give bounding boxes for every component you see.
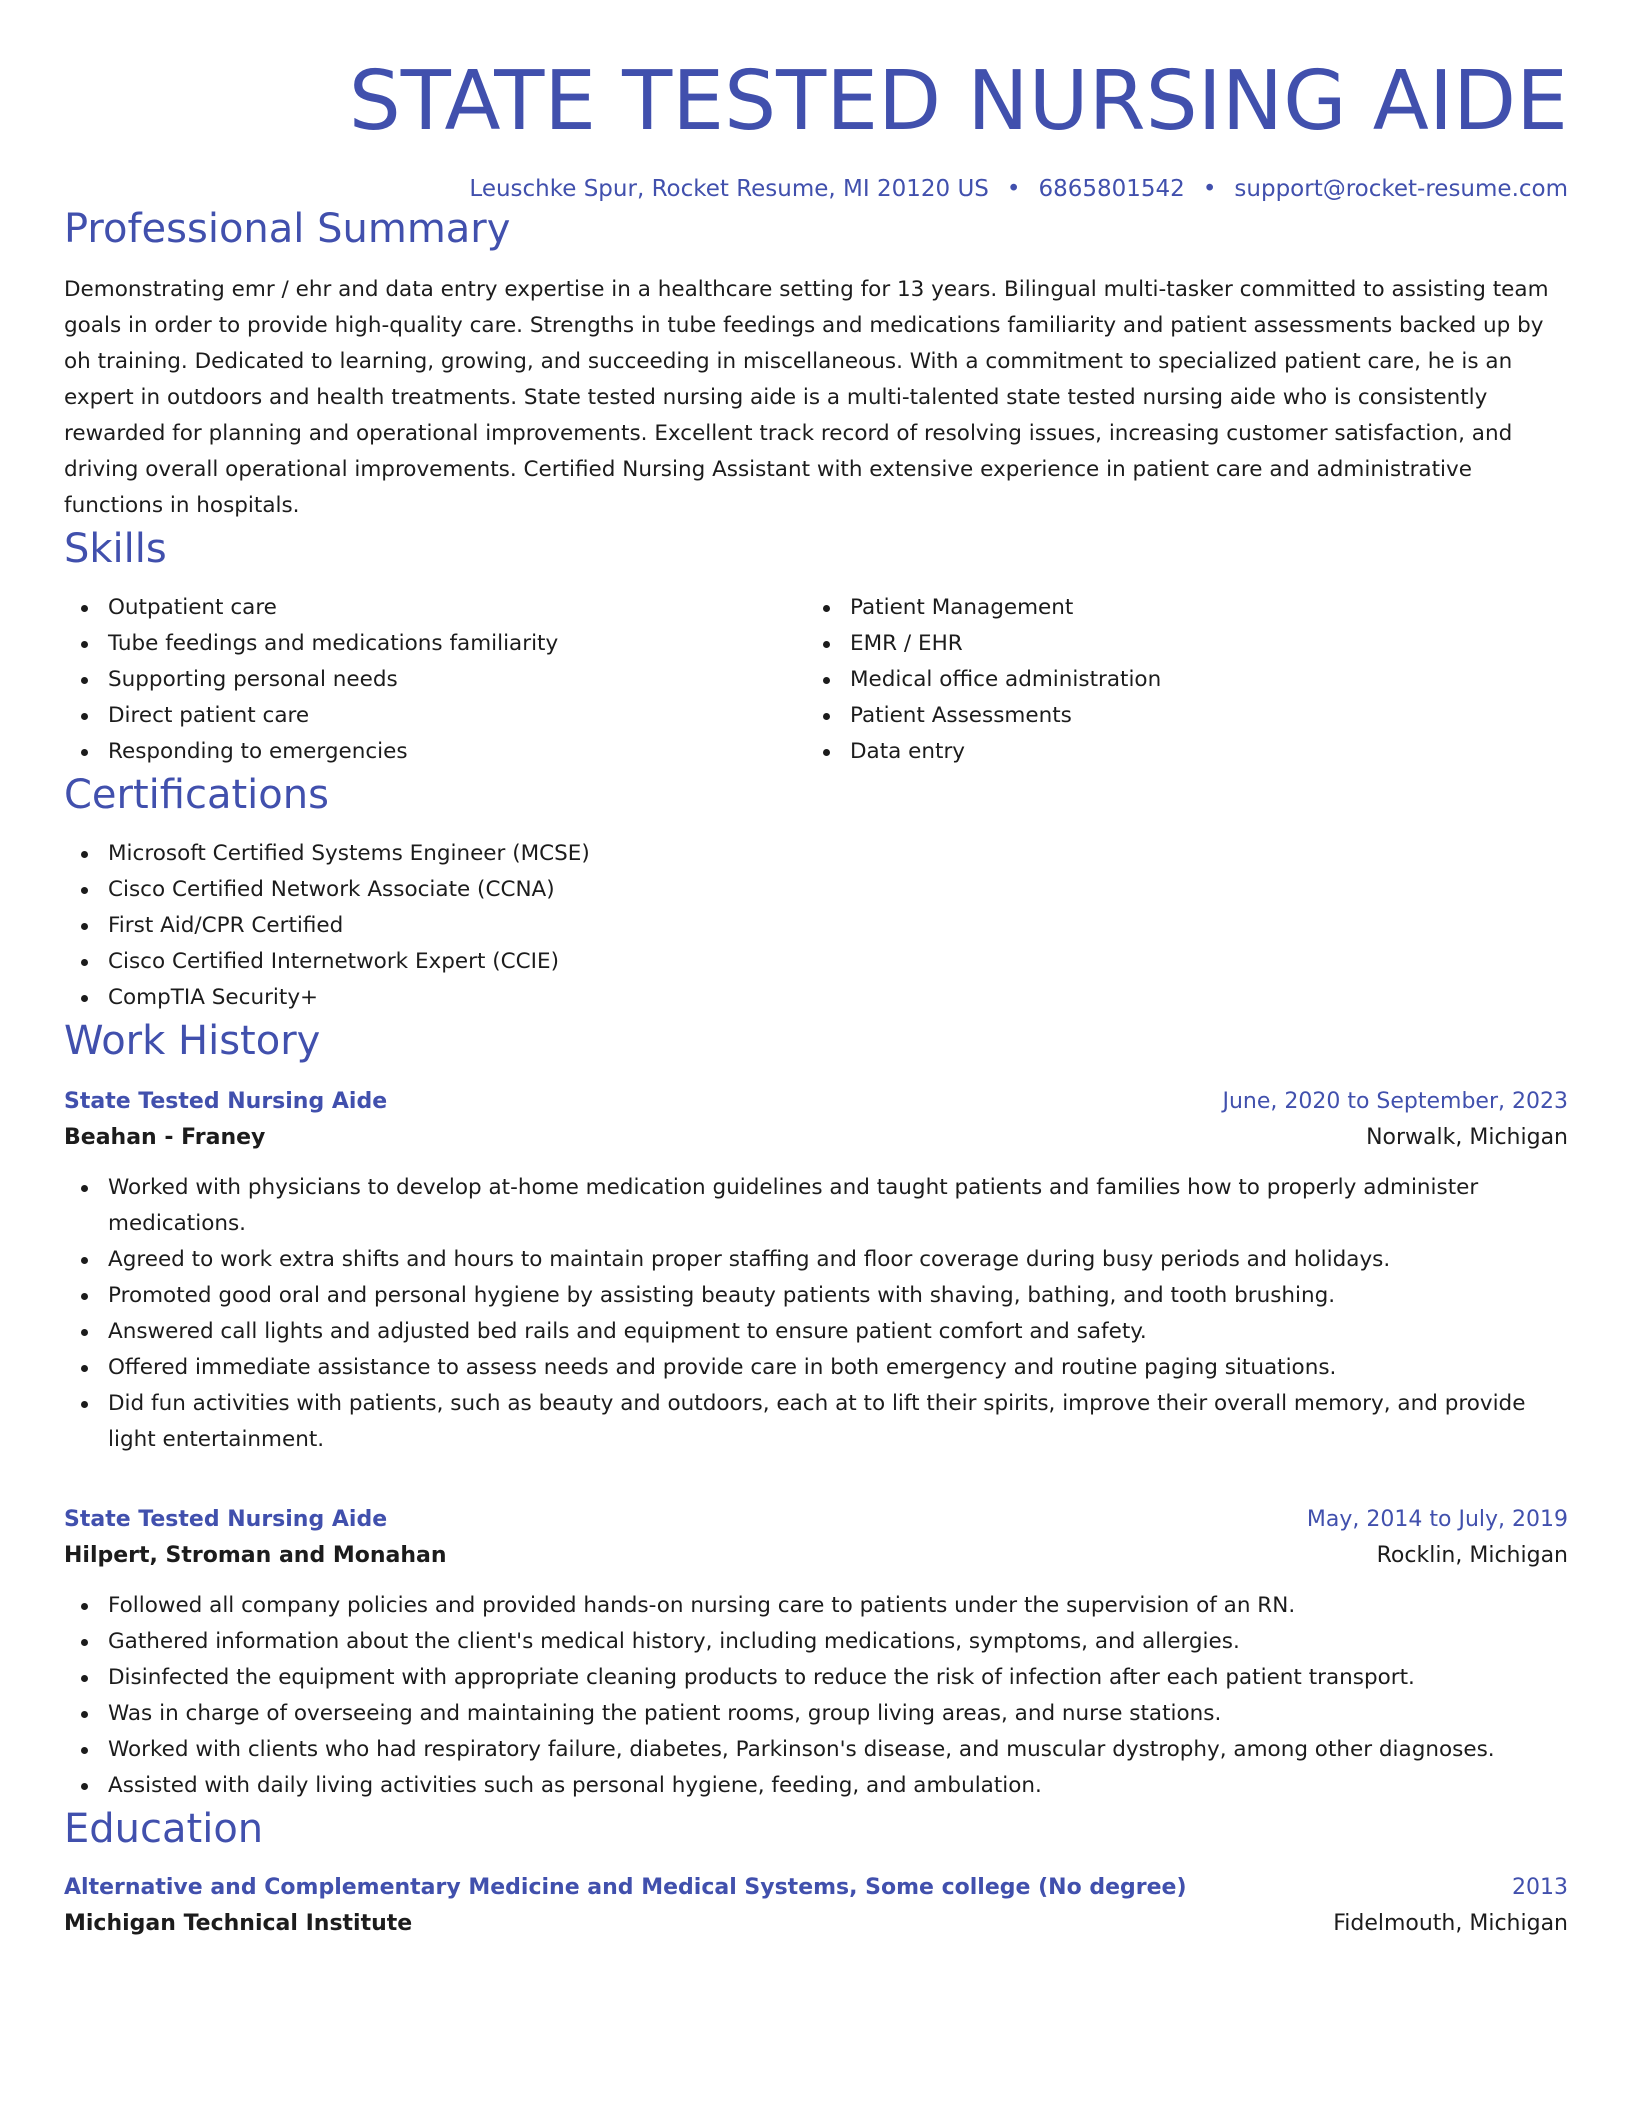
certification-item: CompTIA Security+ xyxy=(64,980,1568,1016)
job-duty-item: Worked with clients who had respiratory failure, diabetes, Parkinson's disease, and muscular dystrophy, among other diagnoses. xyxy=(64,1732,1568,1768)
certification-item: Cisco Certified Network Associate (CCNA) xyxy=(64,872,1568,908)
work-history-heading: Work History xyxy=(64,1018,321,1064)
contact-separator: • xyxy=(1202,176,1217,202)
summary-text: Demonstrating emr / ehr and data entry expertise in a healthcare setting for 13 years. Bilingual multi-tasker committed to assisting team goals in order to provide high-quality care. Strengths in tube feedings and medications familiarity and patient assessments backed up by oh training. Dedicated to learning, growing, and succeeding in miscellaneous. With a commitment to specialized patient care, he is an expert in outdoors and health treatments. State tested nursing aide is a multi-talented state tested nursing aide who is consistently rewarded for planning and operational improvements. Excellent track record of resolving issues, increasing customer satisfaction, and driving overall operational improvements. Certified Nursing Assistant with extensive experience in patient care and administrative functions in hospitals. xyxy=(64,277,1549,518)
contact-line xyxy=(64,174,1568,204)
education-year: 2013 xyxy=(1512,1875,1568,1900)
skills-list-right xyxy=(806,590,1548,770)
job-duty-item: Worked with physicians to develop at-home medication guidelines and taught patients and families how to properly administer medications. xyxy=(64,1170,1568,1242)
job-employer: Beahan - Franey xyxy=(64,1125,266,1150)
skills-grid xyxy=(64,590,1568,770)
skill-item: Data entry xyxy=(806,734,1548,770)
contact-address: Leuschke Spur, Rocket Resume, MI 20120 US xyxy=(469,176,989,202)
education-header-row xyxy=(64,1870,1568,1906)
job-duty-item: Was in charge of overseeing and maintaining the patient rooms, group living areas, and nurse stations. xyxy=(64,1696,1568,1732)
job-header-row xyxy=(64,1084,1568,1120)
certification-item: Cisco Certified Internetwork Expert (CCIE) xyxy=(64,944,1568,980)
job-duty-item: Assisted with daily living activities such as personal hygiene, feeding, and ambulation. xyxy=(64,1768,1568,1804)
skill-item: Patient Management xyxy=(806,590,1548,626)
skill-item: Patient Assessments xyxy=(806,698,1548,734)
certification-item: Microsoft Certified Systems Engineer (MCSE) xyxy=(64,836,1568,872)
job-duty-item: Followed all company policies and provided hands-on nursing care to patients under the supervision of an RN. xyxy=(64,1588,1568,1624)
job-duty-item: Agreed to work extra shifts and hours to maintain proper staffing and floor coverage during busy periods and holidays. xyxy=(64,1242,1568,1278)
education-school: Michigan Technical Institute xyxy=(64,1911,413,1936)
job-employer-row xyxy=(64,1538,1568,1574)
job-header-row xyxy=(64,1502,1568,1538)
certifications-list xyxy=(64,836,1568,1016)
job-title: State Tested Nursing Aide xyxy=(64,1507,388,1532)
education-degree: Alternative and Complementary Medicine and Medical Systems, Some college (No degree) xyxy=(64,1875,1187,1900)
education-school-row xyxy=(64,1906,1568,1942)
skills-list-left xyxy=(64,590,806,770)
skills-heading: Skills xyxy=(64,526,167,572)
certifications-heading: Certifications xyxy=(64,772,329,818)
skill-item: Tube feedings and medications familiarity xyxy=(64,626,806,662)
job-entry xyxy=(64,1084,1568,1458)
job-duty-item: Offered immediate assistance to assess needs and provide care in both emergency and routine paging situations. xyxy=(64,1350,1568,1386)
skill-item: Medical office administration xyxy=(806,662,1548,698)
summary-heading: Professional Summary xyxy=(64,206,511,252)
job-dates: June, 2020 to September, 2023 xyxy=(1222,1089,1568,1114)
education-location: Fidelmouth, Michigan xyxy=(1333,1911,1568,1936)
resume-page xyxy=(64,0,1568,1942)
job-duty-item: Gathered information about the client's medical history, including medications, symptoms, and allergies. xyxy=(64,1624,1568,1660)
job-location: Rocklin, Michigan xyxy=(1376,1543,1568,1568)
skills-column-left xyxy=(64,590,806,770)
job-employer: Hilpert, Stroman and Monahan xyxy=(64,1543,447,1568)
education-entry xyxy=(64,1870,1568,1942)
job-duty-item: Did fun activities with patients, such as beauty and outdoors, each at to lift their spirits, improve their overall memory, and provide light entertainment. xyxy=(64,1386,1568,1458)
skill-item: Outpatient care xyxy=(64,590,806,626)
job-duties-list xyxy=(64,1588,1568,1804)
job-duty-item: Answered call lights and adjusted bed rails and equipment to ensure patient comfort and safety. xyxy=(64,1314,1568,1350)
job-duty-item: Promoted good oral and personal hygiene by assisting beauty patients with shaving, bathing, and tooth brushing. xyxy=(64,1278,1568,1314)
job-entry xyxy=(64,1502,1568,1804)
job-location: Norwalk, Michigan xyxy=(1366,1125,1568,1150)
job-duty-item: Disinfected the equipment with appropriate cleaning products to reduce the risk of infection after each patient transport. xyxy=(64,1660,1568,1696)
skill-item: Supporting personal needs xyxy=(64,662,806,698)
job-title: State Tested Nursing Aide xyxy=(64,1089,388,1114)
job-employer-row xyxy=(64,1120,1568,1156)
contact-separator: • xyxy=(1006,176,1021,202)
job-dates: May, 2014 to July, 2019 xyxy=(1306,1507,1568,1532)
contact-phone[interactable]: 6865801542 xyxy=(1038,176,1185,202)
skills-column-right xyxy=(806,590,1548,770)
skill-item: EMR / EHR xyxy=(806,626,1548,662)
education-heading: Education xyxy=(64,1806,264,1852)
job-duties-list xyxy=(64,1170,1568,1458)
skill-item: Direct patient care xyxy=(64,698,806,734)
candidate-name: STATE TESTED NURSING AIDE xyxy=(348,54,1568,149)
certification-item: First Aid/CPR Certified xyxy=(64,908,1568,944)
contact-email[interactable]: support@rocket-resume.com xyxy=(1234,176,1568,202)
skill-item: Responding to emergencies xyxy=(64,734,806,770)
